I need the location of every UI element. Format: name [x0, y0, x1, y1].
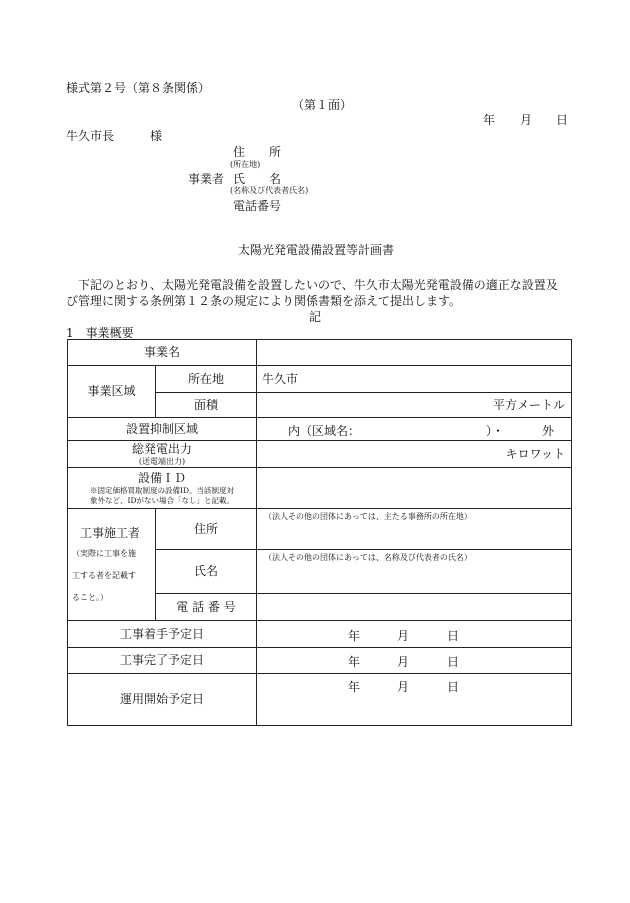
ki-heading: 記 — [309, 310, 322, 324]
operation-date-label: 運用開始予定日 — [119, 692, 204, 706]
contractor-note-3: ること。） — [72, 593, 108, 602]
form-style-number: 様式第２号（第８条関係） — [66, 81, 211, 95]
contractor-name-note[interactable]: （法人その他の団体にあっては、名称及び代表者の氏名） — [264, 553, 472, 562]
applicant-role: 事業者 — [188, 172, 225, 186]
operation-year[interactable]: 年 — [348, 680, 361, 694]
address-label: 住 所 — [233, 145, 282, 159]
body-line-2: び管理に関する条例第１２条の規定により関係書類を添えて提出します。 — [66, 294, 462, 308]
name-label: 氏 名 — [233, 172, 282, 186]
contractor-note-2: 工する者を記載す — [72, 571, 136, 580]
operation-month[interactable]: 月 — [397, 680, 410, 694]
addressee: 牛久市長 — [66, 129, 115, 143]
project-name-label: 事業名 — [143, 345, 180, 359]
contractor-name-label: 氏名 — [193, 564, 218, 578]
restrict-close: ）・ — [486, 424, 505, 438]
date-day: 日 — [556, 113, 569, 127]
project-area-label: 事業区域 — [87, 384, 136, 398]
name-note: (名称及び代表者氏名) — [230, 186, 309, 195]
facility-id-value[interactable] — [257, 468, 571, 508]
restrict-in[interactable]: 内（区域名： — [288, 424, 361, 438]
output-note: (送電端出力) — [138, 456, 186, 466]
area-size-label: 面積 — [193, 397, 218, 412]
honorific: 様 — [150, 129, 163, 143]
contractor-label: 工事施工者 — [80, 526, 141, 540]
date-year: 年 — [483, 113, 496, 127]
body-line-1: 下記のとおり、太陽光発電設備を設置したいので、牛久市太陽光発電設備の適正な設置及 — [78, 278, 558, 292]
finish-month[interactable]: 月 — [397, 655, 410, 669]
contractor-address-label: 住所 — [193, 521, 218, 536]
facility-id-note-2: 象外など、IDがない場合「なし」と記載。 — [90, 495, 234, 505]
output-unit[interactable]: キロワット — [505, 446, 565, 461]
finish-year[interactable]: 年 — [348, 655, 361, 669]
start-date-label: 工事着手予定日 — [119, 626, 204, 641]
restrict-out[interactable]: 外 — [542, 424, 555, 438]
start-year[interactable]: 年 — [348, 629, 361, 643]
location-label: 所在地 — [187, 371, 224, 386]
project-outline-table — [67, 339, 572, 726]
contractor-phone-label: 電 話 番 号 — [176, 599, 236, 614]
contractor-address-note[interactable]: （法人その他の団体にあっては、主たる事務所の所在地） — [264, 512, 472, 521]
facility-id-note-1: ※固定価格買取制度の設備ID。当該制度対 — [90, 486, 234, 496]
contractor-note-1: （実際に工事を施 — [72, 549, 136, 558]
phone-label: 電話番号 — [233, 199, 282, 213]
finish-date-label: 工事完了予定日 — [119, 653, 204, 667]
contractor-phone-value[interactable] — [257, 594, 571, 620]
output-label-text: 総発電出力 — [131, 441, 192, 456]
start-month[interactable]: 月 — [397, 629, 410, 643]
operation-day[interactable]: 日 — [447, 680, 460, 694]
location-value[interactable]: 牛久市 — [262, 371, 299, 386]
section-heading: 1 事業概要 — [66, 326, 134, 340]
start-day[interactable]: 日 — [447, 629, 460, 643]
finish-day[interactable]: 日 — [447, 655, 460, 669]
restrict-zone-label: 設置抑制区域 — [125, 421, 198, 436]
facility-id-text: 設備ＩＤ — [137, 471, 186, 486]
facility-id-label — [68, 468, 256, 508]
date-month: 月 — [520, 113, 533, 127]
output-label — [68, 441, 256, 467]
project-name-value[interactable] — [257, 340, 571, 365]
area-unit[interactable]: 平方メートル — [492, 397, 565, 412]
document-title: 太陽光発電設備設置等計画書 — [238, 243, 395, 257]
page-number: （第１面） — [292, 98, 353, 112]
address-note: (所在地) — [230, 160, 261, 169]
